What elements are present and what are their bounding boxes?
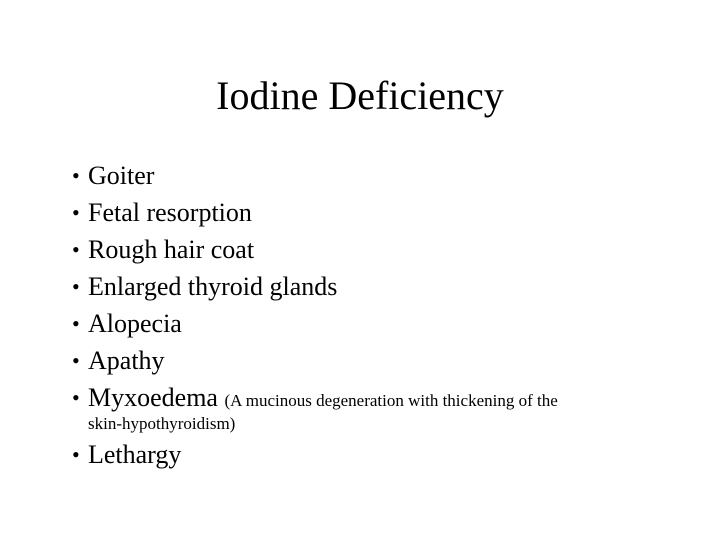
bullet-icon: • bbox=[72, 200, 80, 225]
myxoedema-note-continued: skin-hypothyroidism) bbox=[88, 414, 236, 433]
bullet-text: Alopecia bbox=[88, 309, 182, 338]
bullet-text: Enlarged thyroid glands bbox=[88, 272, 338, 301]
bullet-text: Fetal resorption bbox=[88, 198, 252, 227]
myxoedema-term: Myxoedema bbox=[88, 383, 218, 412]
bullet-icon: • bbox=[72, 163, 80, 188]
bullet-text: Lethargy bbox=[88, 440, 182, 469]
list-item-myxoedema bbox=[72, 379, 692, 435]
bullet-text: Goiter bbox=[88, 161, 155, 190]
myxoedema-line bbox=[72, 379, 692, 419]
bullet-icon: • bbox=[72, 442, 80, 467]
bullet-text: Apathy bbox=[88, 346, 165, 375]
bullet-icon: • bbox=[72, 385, 80, 410]
bullet-icon: • bbox=[72, 274, 80, 299]
slide-title: Iodine Deficiency bbox=[216, 73, 504, 118]
list-item bbox=[72, 342, 692, 379]
list-item bbox=[72, 268, 692, 305]
list-item bbox=[72, 194, 692, 231]
bullet-icon: • bbox=[72, 348, 80, 373]
bullet-list bbox=[72, 157, 692, 379]
list-item bbox=[72, 157, 692, 194]
list-item bbox=[72, 305, 692, 342]
list-item-lethargy bbox=[72, 436, 708, 473]
list-item bbox=[72, 231, 692, 268]
bullet-icon: • bbox=[72, 311, 80, 336]
bullet-text: Rough hair coat bbox=[88, 235, 255, 264]
myxoedema-note: (A mucinous degeneration with thickening of the bbox=[224, 391, 558, 410]
bullet-icon: • bbox=[72, 237, 80, 262]
